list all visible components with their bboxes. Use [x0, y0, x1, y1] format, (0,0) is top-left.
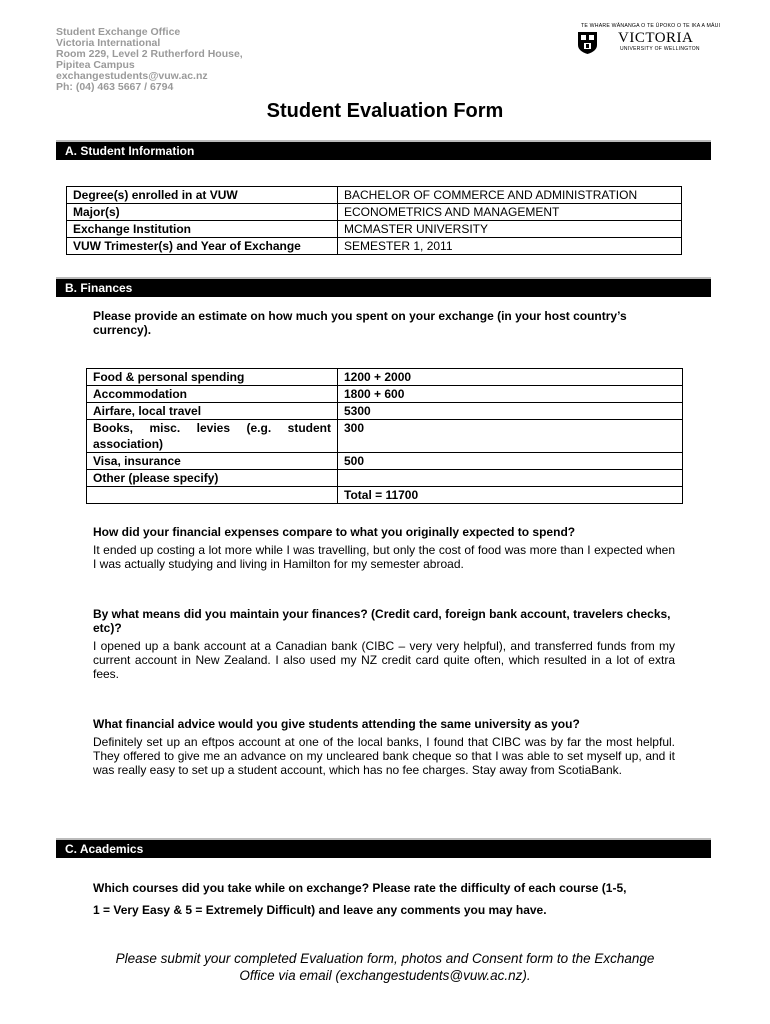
answer-financial-advice: Definitely set up an eftpos account at one of the local banks, I found that CIBC was by far the most helpful. They offered to give me an advance on my uncleared bank cheque so that I was able to set myself up, and it was really easy to set up a student account, which has no fee charges. Stay away from ScotiaBank.: [93, 735, 675, 777]
office-address-block: [56, 27, 243, 93]
row-value: ECONOMETRICS AND MANAGEMENT: [338, 204, 682, 221]
row-label: [87, 487, 338, 504]
office-line: Victoria International: [56, 37, 161, 49]
table-row: [87, 453, 683, 470]
row-value: 300: [338, 420, 683, 453]
question-expenses-compare: How did your financial expenses compare to what you originally expected to spend?: [93, 525, 576, 539]
page-title: Student Evaluation Form: [266, 100, 504, 122]
footer-line: Please submit your completed Evaluation form, photos and Consent form to the Exchange: [115, 951, 655, 966]
question-finance-means: By what means did you maintain your finances? (Credit card, foreign bank account, travelers checks, etc)?: [93, 607, 671, 635]
row-label: Books, misc. levies (e.g. student association): [87, 420, 338, 453]
section-c-heading: C. Academics: [65, 842, 144, 856]
section-c-header: [56, 838, 711, 858]
table-row: [67, 221, 682, 238]
row-label: Exchange Institution: [67, 221, 338, 238]
row-value: 1800 + 600: [338, 386, 683, 403]
row-label: Accommodation: [87, 386, 338, 403]
row-value: [338, 470, 683, 487]
office-phone: Ph: (04) 463 5667 / 6794: [56, 81, 174, 93]
office-email: exchangestudents@vuw.ac.nz: [56, 70, 208, 82]
row-label: VUW Trimester(s) and Year of Exchange: [67, 238, 338, 255]
student-info-table: [66, 186, 682, 255]
row-value: BACHELOR OF COMMERCE AND ADMINISTRATION: [338, 187, 682, 204]
question-courses-line1: Which courses did you take while on exchange? Please rate the difficulty of each course (1-5,: [93, 881, 627, 895]
row-value: 5300: [338, 403, 683, 420]
question-financial-advice: What financial advice would you give students attending the same university as you?: [93, 717, 580, 731]
total-value: Total = 11700: [338, 487, 683, 504]
section-b-heading: B. Finances: [65, 281, 133, 295]
table-row: [87, 403, 683, 420]
row-label: Visa, insurance: [87, 453, 338, 470]
table-row: [87, 369, 683, 386]
row-label: Degree(s) enrolled in at VUW: [67, 187, 338, 204]
row-label: Airfare, local travel: [87, 403, 338, 420]
answer-finance-means: I opened up a bank account at a Canadian bank (CIBC – very very helpful), and transferred funds from my current account in New Zealand. I also used my NZ credit card quite often, which resulted in a lot of extra fees.: [93, 639, 675, 681]
section-a-heading: A. Student Information: [65, 144, 195, 158]
expenses-table: [86, 368, 683, 504]
answer-expenses-compare: It ended up costing a lot more while I was travelling, but only the cost of food was more than I expected when I was actually studying and living in Hamilton for my semester abroad.: [93, 543, 675, 571]
table-row: [67, 187, 682, 204]
finances-intro: Please provide an estimate on how much you spent on your exchange (in your host country’s currency).: [93, 309, 627, 337]
row-label: Major(s): [67, 204, 338, 221]
section-a-header: [56, 140, 711, 160]
crest-icon: [578, 32, 597, 54]
row-value: MCMASTER UNIVERSITY: [338, 221, 682, 238]
logo-subtitle: UNIVERSITY OF WELLINGTON: [620, 46, 700, 52]
office-line: Student Exchange Office: [56, 26, 181, 38]
table-row: [87, 386, 683, 403]
table-row: [67, 238, 682, 255]
table-row: [67, 204, 682, 221]
row-value: 500: [338, 453, 683, 470]
footer-line: Office via email (exchangestudents@vuw.ac.nz).: [239, 968, 531, 983]
logo-maori-text: TE WHARE WĀNANGA O TE ŪPOKO O TE IKA A MĀUI: [581, 23, 721, 29]
table-row: [87, 420, 683, 453]
question-courses-line2: 1 = Very Easy & 5 = Extremely Difficult) and leave any comments you may have.: [93, 903, 547, 917]
row-value: SEMESTER 1, 2011: [338, 238, 682, 255]
university-logo: [578, 23, 721, 55]
office-line: Room 229, Level 2 Rutherford House,: [56, 48, 243, 60]
office-line: Pipitea Campus: [56, 59, 135, 71]
logo-name: VICTORIA: [618, 30, 694, 46]
row-label: Other (please specify): [87, 470, 338, 487]
table-row-total: [87, 487, 683, 504]
section-b-header: [56, 277, 711, 297]
table-row: [87, 470, 683, 487]
row-value: 1200 + 2000: [338, 369, 683, 386]
submission-instructions: [90, 950, 680, 984]
row-label: Food & personal spending: [87, 369, 338, 386]
